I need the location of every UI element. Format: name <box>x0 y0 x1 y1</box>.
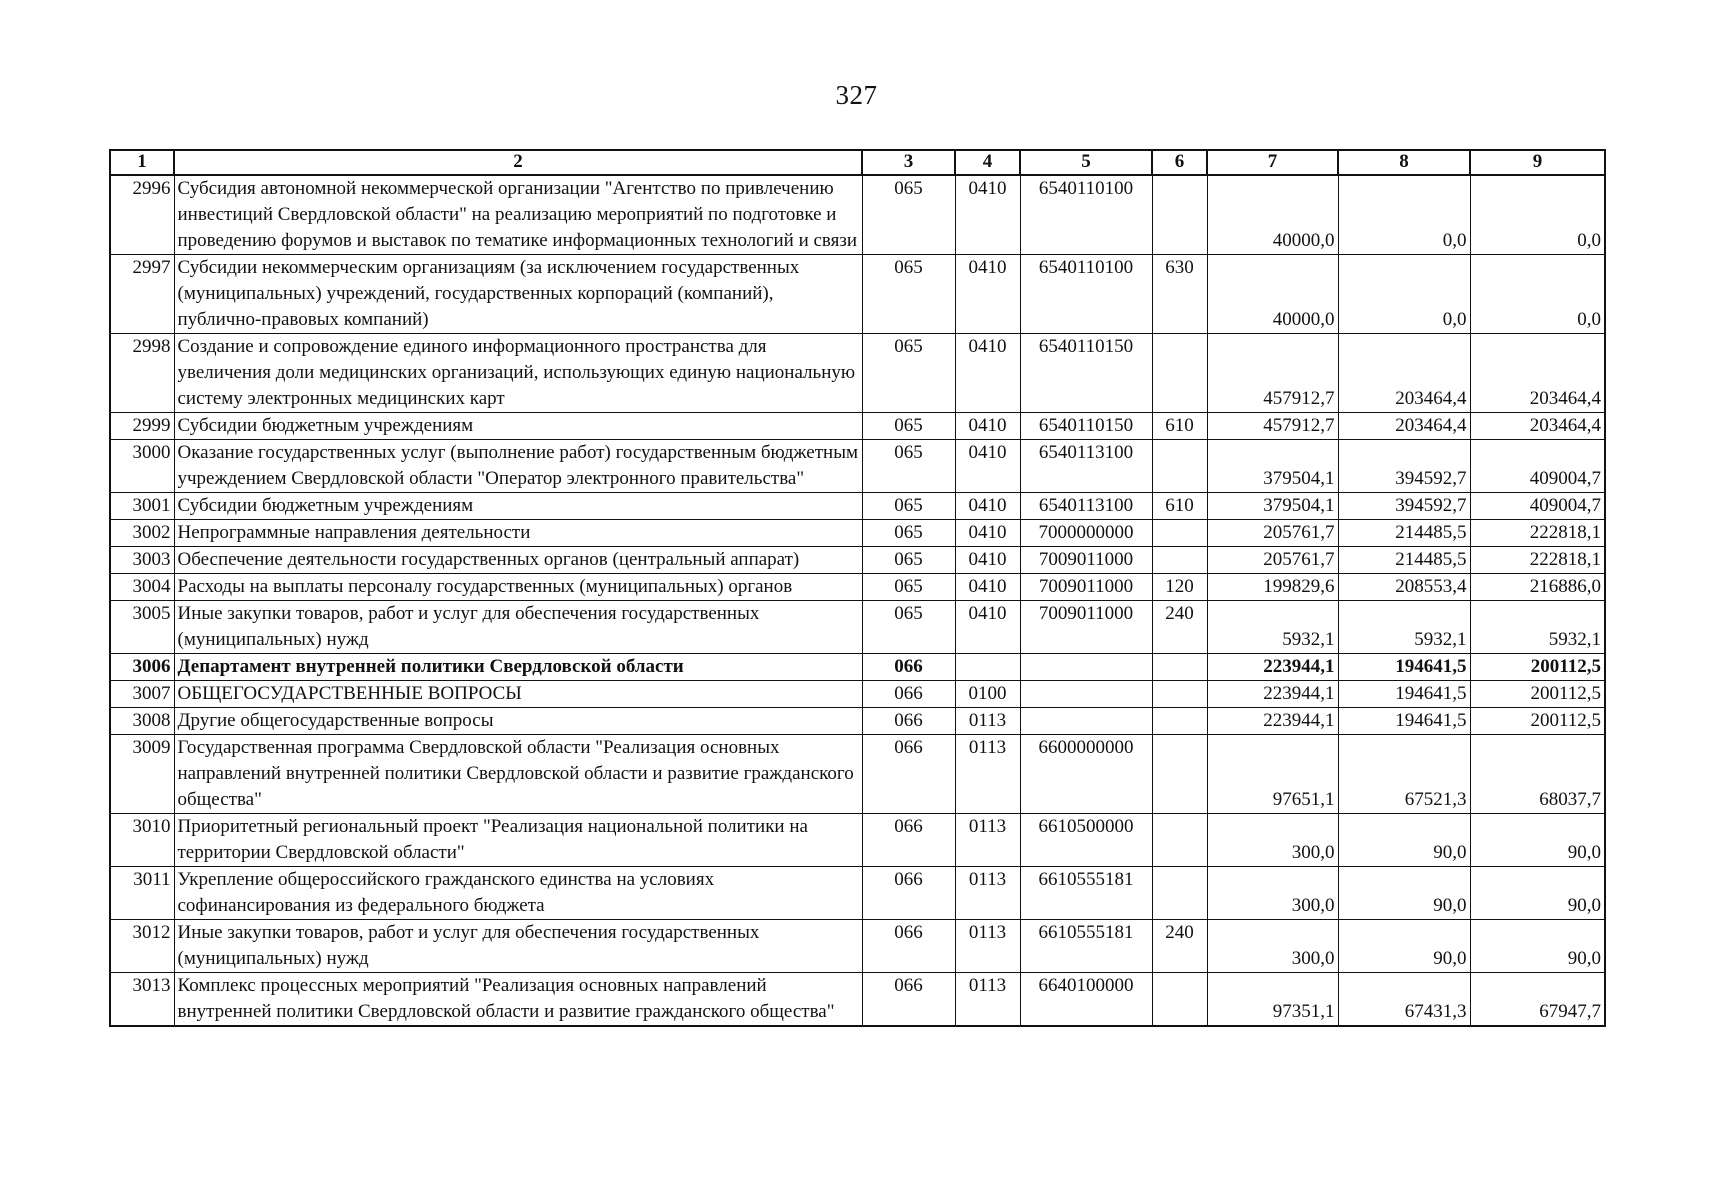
expense-type-cell <box>1152 814 1207 867</box>
row-name-cell: Расходы на выплаты персоналу государственных (муниципальных) органов <box>174 574 862 601</box>
expense-type-cell: 630 <box>1152 255 1207 334</box>
ministry-code-cell: 066 <box>862 708 955 735</box>
ministry-code-cell: 065 <box>862 574 955 601</box>
section-code-cell: 0100 <box>955 681 1020 708</box>
section-code-cell: 0410 <box>955 520 1020 547</box>
expense-type-cell <box>1152 681 1207 708</box>
amount-year2-cell: 203464,4 <box>1338 413 1470 440</box>
column-header: 2 <box>174 150 862 175</box>
section-code-cell: 0113 <box>955 735 1020 814</box>
target-article-cell <box>1020 708 1152 735</box>
row-number-cell: 3007 <box>110 681 174 708</box>
amount-year1-cell: 379504,1 <box>1207 493 1338 520</box>
section-code-cell: 0113 <box>955 973 1020 1027</box>
section-code-cell: 0113 <box>955 867 1020 920</box>
row-name-cell: Обеспечение деятельности государственных органов (центральный аппарат) <box>174 547 862 574</box>
target-article-cell: 7009011000 <box>1020 574 1152 601</box>
ministry-code-cell: 065 <box>862 255 955 334</box>
section-code-cell: 0410 <box>955 493 1020 520</box>
ministry-code-cell: 066 <box>862 681 955 708</box>
section-code-cell: 0410 <box>955 334 1020 413</box>
amount-year3-cell: 409004,7 <box>1470 440 1605 493</box>
row-number-cell: 3010 <box>110 814 174 867</box>
row-number-cell: 3013 <box>110 973 174 1027</box>
row-number-cell: 3001 <box>110 493 174 520</box>
amount-year3-cell: 409004,7 <box>1470 493 1605 520</box>
section-code-cell: 0410 <box>955 547 1020 574</box>
row-name-cell: Укрепление общероссийского гражданского единства на условиях софинансирования из федерального бюджета <box>174 867 862 920</box>
target-article-cell: 6610555181 <box>1020 867 1152 920</box>
target-article-cell: 6540113100 <box>1020 440 1152 493</box>
expense-type-cell: 240 <box>1152 920 1207 973</box>
expense-type-cell: 610 <box>1152 413 1207 440</box>
amount-year2-cell: 394592,7 <box>1338 493 1470 520</box>
target-article-cell: 6640100000 <box>1020 973 1152 1027</box>
amount-year2-cell: 0,0 <box>1338 255 1470 334</box>
amount-year3-cell: 216886,0 <box>1470 574 1605 601</box>
ministry-code-cell: 065 <box>862 547 955 574</box>
expense-type-cell: 240 <box>1152 601 1207 654</box>
row-name-cell: Субсидии бюджетным учреждениям <box>174 413 862 440</box>
expense-type-cell: 120 <box>1152 574 1207 601</box>
expense-type-cell <box>1152 735 1207 814</box>
amount-year1-cell: 457912,7 <box>1207 334 1338 413</box>
target-article-cell: 6610500000 <box>1020 814 1152 867</box>
amount-year1-cell: 97351,1 <box>1207 973 1338 1027</box>
section-code-cell <box>955 654 1020 681</box>
target-article-cell <box>1020 681 1152 708</box>
section-code-cell: 0113 <box>955 920 1020 973</box>
expense-type-cell <box>1152 175 1207 255</box>
row-name-cell: Субсидии бюджетным учреждениям <box>174 493 862 520</box>
section-code-cell: 0113 <box>955 814 1020 867</box>
row-number-cell: 2997 <box>110 255 174 334</box>
table-row <box>110 735 1605 814</box>
table-row <box>110 601 1605 654</box>
amount-year3-cell: 203464,4 <box>1470 334 1605 413</box>
table-row <box>110 708 1605 735</box>
expense-type-cell <box>1152 520 1207 547</box>
ministry-code-cell: 066 <box>862 814 955 867</box>
table-row <box>110 255 1605 334</box>
table-row <box>110 867 1605 920</box>
target-article-cell: 7000000000 <box>1020 520 1152 547</box>
amount-year2-cell: 214485,5 <box>1338 520 1470 547</box>
column-header: 8 <box>1338 150 1470 175</box>
amount-year2-cell: 0,0 <box>1338 175 1470 255</box>
table-row <box>110 520 1605 547</box>
expense-type-cell <box>1152 708 1207 735</box>
amount-year1-cell: 199829,6 <box>1207 574 1338 601</box>
row-name-cell: Иные закупки товаров, работ и услуг для обеспечения государственных (муниципальных) нужд <box>174 920 862 973</box>
amount-year1-cell: 97651,1 <box>1207 735 1338 814</box>
amount-year1-cell: 223944,1 <box>1207 654 1338 681</box>
amount-year1-cell: 223944,1 <box>1207 708 1338 735</box>
amount-year2-cell: 194641,5 <box>1338 708 1470 735</box>
ministry-code-cell: 066 <box>862 654 955 681</box>
ministry-code-cell: 065 <box>862 413 955 440</box>
target-article-cell: 6540110150 <box>1020 334 1152 413</box>
amount-year1-cell: 457912,7 <box>1207 413 1338 440</box>
section-code-cell: 0410 <box>955 601 1020 654</box>
section-code-cell: 0410 <box>955 440 1020 493</box>
section-code-cell: 0410 <box>955 255 1020 334</box>
target-article-cell: 6540110150 <box>1020 413 1152 440</box>
target-article-cell: 6540113100 <box>1020 493 1152 520</box>
table-row <box>110 814 1605 867</box>
ministry-code-cell: 065 <box>862 334 955 413</box>
amount-year1-cell: 5932,1 <box>1207 601 1338 654</box>
ministry-code-cell: 066 <box>862 867 955 920</box>
row-name-cell: Создание и сопровождение единого информационного пространства для увеличения доли медицинских организаций, использующих единую национальную систему электронных медицинских карт <box>174 334 862 413</box>
amount-year2-cell: 194641,5 <box>1338 654 1470 681</box>
row-name-cell: Другие общегосударственные вопросы <box>174 708 862 735</box>
expense-type-cell <box>1152 973 1207 1027</box>
expense-type-cell <box>1152 867 1207 920</box>
row-number-cell: 3011 <box>110 867 174 920</box>
row-number-cell: 3006 <box>110 654 174 681</box>
page-number: 327 <box>835 80 878 110</box>
target-article-cell: 7009011000 <box>1020 547 1152 574</box>
column-header: 5 <box>1020 150 1152 175</box>
row-name-cell: Непрограммные направления деятельности <box>174 520 862 547</box>
amount-year1-cell: 223944,1 <box>1207 681 1338 708</box>
row-name-cell: Комплекс процессных мероприятий "Реализация основных направлений внутренней политики Свердловской области и развитие гражданского общества" <box>174 973 862 1027</box>
row-name-cell: Субсидия автономной некоммерческой организации "Агентство по привлечению инвестиций Свердловской области" на реализацию мероприятий по подготовке и проведению форумов и выставок по тематике информационных технологий и связи <box>174 175 862 255</box>
amount-year3-cell: 203464,4 <box>1470 413 1605 440</box>
amount-year3-cell: 222818,1 <box>1470 547 1605 574</box>
amount-year1-cell: 40000,0 <box>1207 175 1338 255</box>
row-name-cell: Департамент внутренней политики Свердловской области <box>174 654 862 681</box>
amount-year2-cell: 5932,1 <box>1338 601 1470 654</box>
amount-year3-cell: 5932,1 <box>1470 601 1605 654</box>
target-article-cell <box>1020 654 1152 681</box>
expense-type-cell <box>1152 440 1207 493</box>
row-name-cell: Оказание государственных услуг (выполнение работ) государственным бюджетным учреждением Свердловской области "Оператор электронного правительства" <box>174 440 862 493</box>
table-row <box>110 574 1605 601</box>
ministry-code-cell: 065 <box>862 175 955 255</box>
expense-type-cell <box>1152 547 1207 574</box>
row-number-cell: 2996 <box>110 175 174 255</box>
amount-year1-cell: 205761,7 <box>1207 520 1338 547</box>
table-row <box>110 175 1605 255</box>
amount-year3-cell: 200112,5 <box>1470 708 1605 735</box>
row-name-cell: Субсидии некоммерческим организациям (за исключением государственных (муниципальных) учреждений, государственных корпораций (компаний), публично-правовых компаний) <box>174 255 862 334</box>
ministry-code-cell: 066 <box>862 920 955 973</box>
section-code-cell: 0113 <box>955 708 1020 735</box>
budget-table <box>109 149 1606 1027</box>
column-header: 6 <box>1152 150 1207 175</box>
amount-year3-cell: 68037,7 <box>1470 735 1605 814</box>
amount-year1-cell: 379504,1 <box>1207 440 1338 493</box>
target-article-cell: 6540110100 <box>1020 255 1152 334</box>
amount-year2-cell: 90,0 <box>1338 920 1470 973</box>
row-name-cell: Иные закупки товаров, работ и услуг для обеспечения государственных (муниципальных) нужд <box>174 601 862 654</box>
amount-year2-cell: 208553,4 <box>1338 574 1470 601</box>
section-code-cell: 0410 <box>955 175 1020 255</box>
table-row <box>110 547 1605 574</box>
ministry-code-cell: 065 <box>862 520 955 547</box>
amount-year3-cell: 0,0 <box>1470 175 1605 255</box>
row-number-cell: 3008 <box>110 708 174 735</box>
amount-year3-cell: 200112,5 <box>1470 681 1605 708</box>
table-row <box>110 681 1605 708</box>
amount-year3-cell: 90,0 <box>1470 920 1605 973</box>
row-name-cell: ОБЩЕГОСУДАРСТВЕННЫЕ ВОПРОСЫ <box>174 681 862 708</box>
row-number-cell: 3005 <box>110 601 174 654</box>
column-header: 7 <box>1207 150 1338 175</box>
row-number-cell: 3003 <box>110 547 174 574</box>
expense-type-cell <box>1152 334 1207 413</box>
row-number-cell: 3004 <box>110 574 174 601</box>
table-row <box>110 654 1605 681</box>
row-number-cell: 3009 <box>110 735 174 814</box>
amount-year1-cell: 300,0 <box>1207 814 1338 867</box>
ministry-code-cell: 065 <box>862 601 955 654</box>
amount-year3-cell: 90,0 <box>1470 867 1605 920</box>
target-article-cell: 6610555181 <box>1020 920 1152 973</box>
amount-year3-cell: 222818,1 <box>1470 520 1605 547</box>
ministry-code-cell: 066 <box>862 735 955 814</box>
amount-year2-cell: 90,0 <box>1338 867 1470 920</box>
table-row <box>110 493 1605 520</box>
target-article-cell: 7009011000 <box>1020 601 1152 654</box>
amount-year2-cell: 214485,5 <box>1338 547 1470 574</box>
row-name-cell: Государственная программа Свердловской области "Реализация основных направлений внутренней политики Свердловской области и развитие гражданского общества" <box>174 735 862 814</box>
row-number-cell: 3012 <box>110 920 174 973</box>
amount-year1-cell: 205761,7 <box>1207 547 1338 574</box>
amount-year2-cell: 90,0 <box>1338 814 1470 867</box>
expense-type-cell: 610 <box>1152 493 1207 520</box>
column-header: 3 <box>862 150 955 175</box>
row-number-cell: 3000 <box>110 440 174 493</box>
section-code-cell: 0410 <box>955 574 1020 601</box>
amount-year2-cell: 203464,4 <box>1338 334 1470 413</box>
ministry-code-cell: 065 <box>862 440 955 493</box>
amount-year1-cell: 40000,0 <box>1207 255 1338 334</box>
amount-year1-cell: 300,0 <box>1207 920 1338 973</box>
row-number-cell: 2999 <box>110 413 174 440</box>
table-row <box>110 920 1605 973</box>
table-row <box>110 334 1605 413</box>
table-row <box>110 973 1605 1027</box>
amount-year2-cell: 394592,7 <box>1338 440 1470 493</box>
row-name-cell: Приоритетный региональный проект "Реализация национальной политики на территории Свердловской области" <box>174 814 862 867</box>
row-number-cell: 2998 <box>110 334 174 413</box>
column-header: 1 <box>110 150 174 175</box>
amount-year2-cell: 67431,3 <box>1338 973 1470 1027</box>
table-row <box>110 440 1605 493</box>
amount-year2-cell: 67521,3 <box>1338 735 1470 814</box>
amount-year3-cell: 67947,7 <box>1470 973 1605 1027</box>
column-header: 4 <box>955 150 1020 175</box>
target-article-cell: 6540110100 <box>1020 175 1152 255</box>
amount-year2-cell: 194641,5 <box>1338 681 1470 708</box>
ministry-code-cell: 066 <box>862 973 955 1027</box>
header-row <box>110 150 1605 175</box>
amount-year3-cell: 200112,5 <box>1470 654 1605 681</box>
expense-type-cell <box>1152 654 1207 681</box>
amount-year1-cell: 300,0 <box>1207 867 1338 920</box>
target-article-cell: 6600000000 <box>1020 735 1152 814</box>
column-header: 9 <box>1470 150 1605 175</box>
row-number-cell: 3002 <box>110 520 174 547</box>
table-row <box>110 413 1605 440</box>
amount-year3-cell: 90,0 <box>1470 814 1605 867</box>
ministry-code-cell: 065 <box>862 493 955 520</box>
section-code-cell: 0410 <box>955 413 1020 440</box>
table-body <box>110 175 1605 1026</box>
amount-year3-cell: 0,0 <box>1470 255 1605 334</box>
